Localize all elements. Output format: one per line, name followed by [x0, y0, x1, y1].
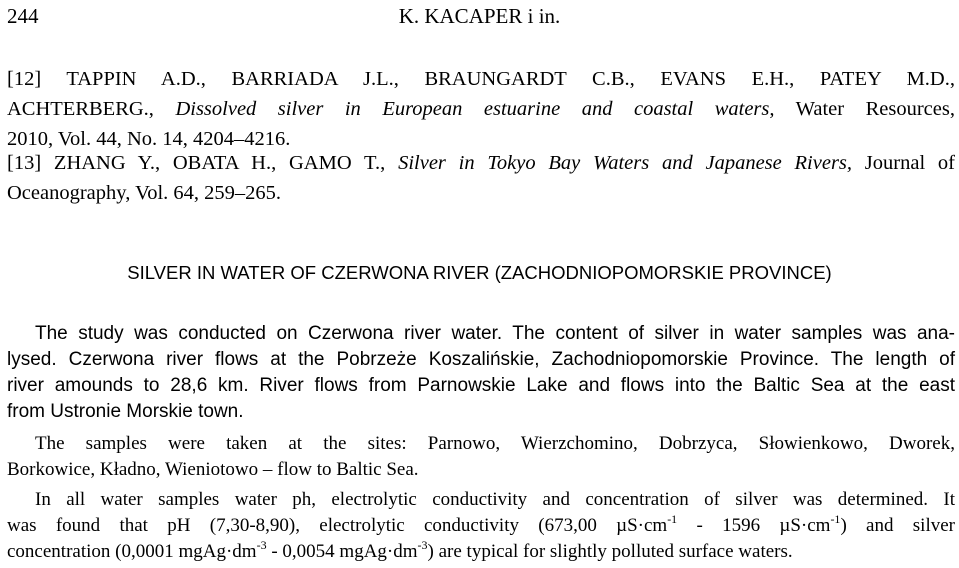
- abstract-paragraph-1: [7, 321, 955, 425]
- unit-exponent: -1: [667, 512, 678, 526]
- reference-12-title: Dissolved silver in European estuarine and coastal waters,: [175, 98, 775, 120]
- reference-13: [7, 148, 955, 208]
- abstract-p3-line-2-c: ) and silver: [840, 515, 955, 536]
- abstract-p3-line-1: In all water samples water ph, electrolytic conductivity and concentration of silver was determined. It: [35, 489, 955, 510]
- reference-13-authors: [13] ZHANG Y., OBATA H., GAMO T.,: [7, 152, 399, 174]
- reference-12: [7, 64, 955, 154]
- abstract-p3-line-3-b: - 0,0054 mgAg·dm: [266, 541, 418, 562]
- abstract-p3-line-3-a: concentration (0,0001 mgAg·dm: [7, 541, 257, 562]
- reference-13-line-1: [7, 148, 955, 178]
- abstract-p3-line-2: [7, 513, 955, 539]
- reference-13-journal: Journal of: [852, 152, 955, 174]
- abstract-p1-line-4: from Ustronie Morskie town.: [7, 401, 244, 422]
- page-number: 244: [7, 4, 39, 28]
- reference-12-line-2: [7, 94, 955, 124]
- abstract-p2-line-1: The samples were taken at the sites: Parnowo, Wierzchomino, Dobrzyca, Słowienkowo, Dworek,: [35, 433, 955, 454]
- reference-13-title: Silver in Tokyo Bay Waters and Japanese Rivers,: [398, 152, 853, 174]
- abstract-paragraph-3: [7, 487, 955, 565]
- abstract-p3-line-3: [7, 539, 955, 565]
- abstract-paragraph-2: [7, 431, 955, 483]
- unit-exponent: -3: [417, 538, 428, 552]
- abstract-p2-line-2: Borkowice, Kładno, Wieniotowo – flow to Baltic Sea.: [7, 459, 419, 480]
- abstract-p3-line-3-c: ) are typical for slightly polluted surface waters.: [427, 541, 793, 562]
- running-head: K. KACAPER i in.: [398, 4, 561, 28]
- reference-12-line-1: [12] TAPPIN A.D., BARRIADA J.L., BRAUNGARDT C.B., EVANS E.H., PATEY M.D.,: [7, 68, 955, 90]
- unit-exponent: -1: [830, 512, 841, 526]
- reference-12-authors: ACHTERBERG.,: [7, 98, 176, 120]
- reference-12-journal: Water Resources,: [774, 98, 955, 120]
- reference-12-line-3: 2010, Vol. 44, No. 14, 4204–4216.: [7, 128, 291, 150]
- unit-exponent: -3: [256, 538, 267, 552]
- abstract-p3-line-2-b: - 1596 µS·cm: [677, 515, 831, 536]
- abstract-p1-line-2: lysed. Czerwona river flows at the Pobrzeże Koszalińskie, Zachodniopomorskie Province. The length of: [7, 349, 955, 370]
- abstract-p1-line-3: river amounds to 28,6 km. River flows from Parnowskie Lake and flows into the Baltic Sea at the east: [7, 375, 955, 396]
- abstract-title: SILVER IN WATER OF CZERWONA RIVER (ZACHODNIOPOMORSKIE PROVINCE): [127, 262, 832, 283]
- abstract-p3-line-2-a: was found that pH (7,30-8,90), electrolytic conductivity (673,00 µS·cm: [7, 515, 668, 536]
- reference-13-line-2: Oceanography, Vol. 64, 259–265.: [7, 182, 282, 204]
- abstract-p1-line-1: The study was conducted on Czerwona river water. The content of silver in water samples was ana-: [35, 323, 955, 344]
